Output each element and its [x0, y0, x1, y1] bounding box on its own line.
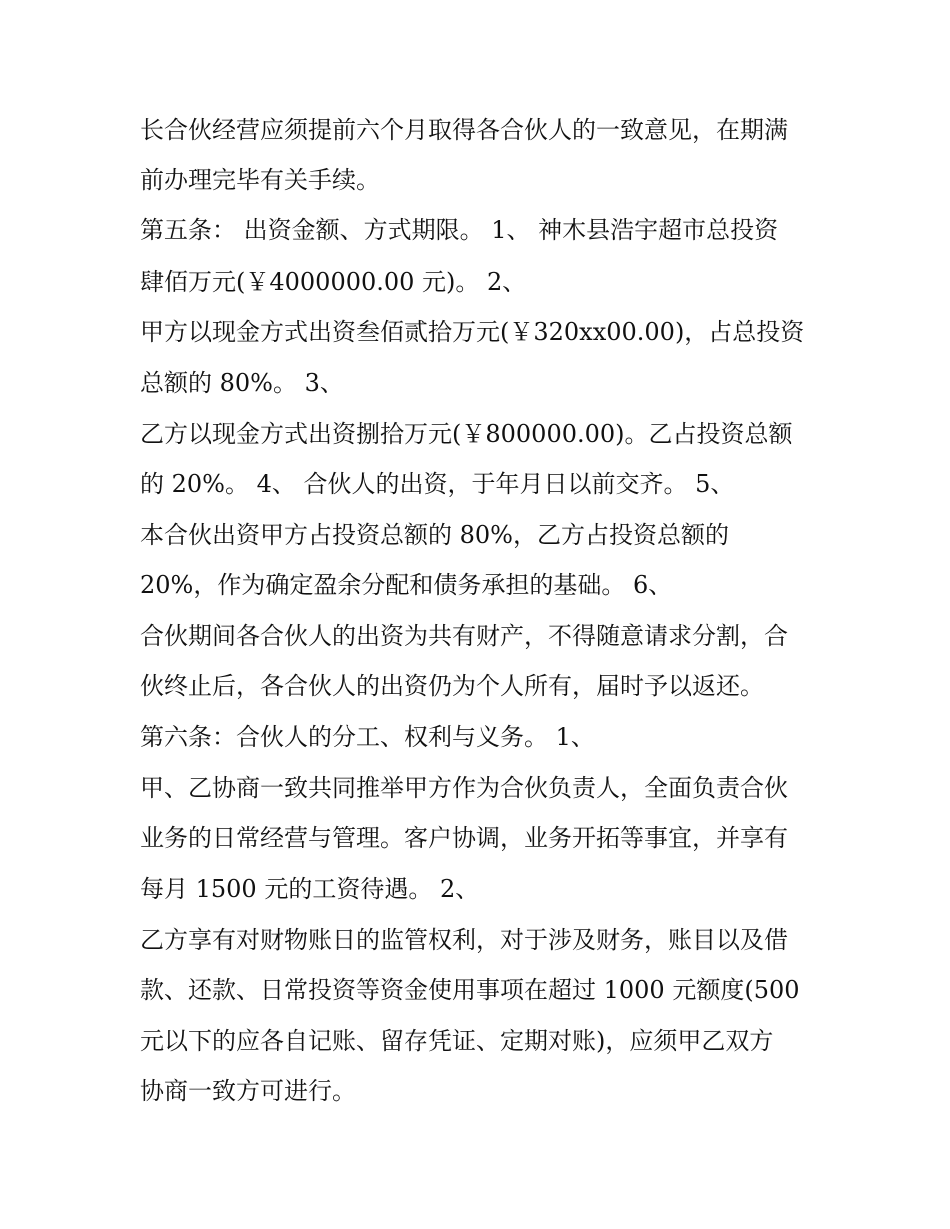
text-line: 乙方以现金方式出资捌拾万元(￥800000.00)。乙占投资总额 [140, 420, 793, 448]
text-line: 款、还款、日常投资等资金使用事项在超过 1000 元额度(500 [140, 976, 800, 1004]
text-line: 第五条： 出资金额、方式期限。 1、 神木县浩宇超市总投资 [140, 216, 779, 244]
text-line: 协商一致方可进行。 [140, 1077, 356, 1105]
text-line: 乙方享有对财物账日的监管权利，对于涉及财务，账目以及借 [140, 926, 788, 954]
text-line: 长合伙经营应须提前六个月取得各合伙人的一致意见，在期满 [140, 116, 788, 144]
text-line: 第六条：合伙人的分工、权利与义务。 1、 [140, 723, 595, 751]
text-line: 甲方以现金方式出资叁佰贰拾万元(￥320xx00.00)，占总投资 [140, 318, 805, 346]
text-line: 本合伙出资甲方占投资总额的 80%，乙方占投资总额的 [140, 521, 729, 549]
text-line: 肆佰万元(￥4000000.00 元)。 2、 [140, 268, 527, 296]
text-line: 20%，作为确定盈余分配和债务承担的基础。 6、 [140, 571, 673, 599]
text-line: 业务的日常经营与管理。客户协调，业务开拓等事宜，并享有 [140, 824, 788, 852]
text-line: 每月 1500 元的工资待遇。 2、 [140, 875, 480, 903]
text-line: 元以下的应各自记账、留存凭证、定期对账)，应须甲乙双方 [140, 1027, 774, 1055]
text-line: 伙终止后，各合伙人的出资仍为个人所有，届时予以返还。 [140, 672, 764, 700]
text-line: 甲、乙协商一致共同推举甲方作为合伙负责人，全面负责合伙 [140, 774, 788, 802]
text-line: 总额的 80%。 3、 [140, 369, 344, 397]
text-line: 合伙期间各合伙人的出资为共有财产，不得随意请求分割，合 [140, 622, 788, 650]
text-line: 的 20%。 4、 合伙人的出资，于年月日以前交齐。 5、 [140, 470, 735, 498]
text-line: 前办理完毕有关手续。 [140, 166, 380, 194]
